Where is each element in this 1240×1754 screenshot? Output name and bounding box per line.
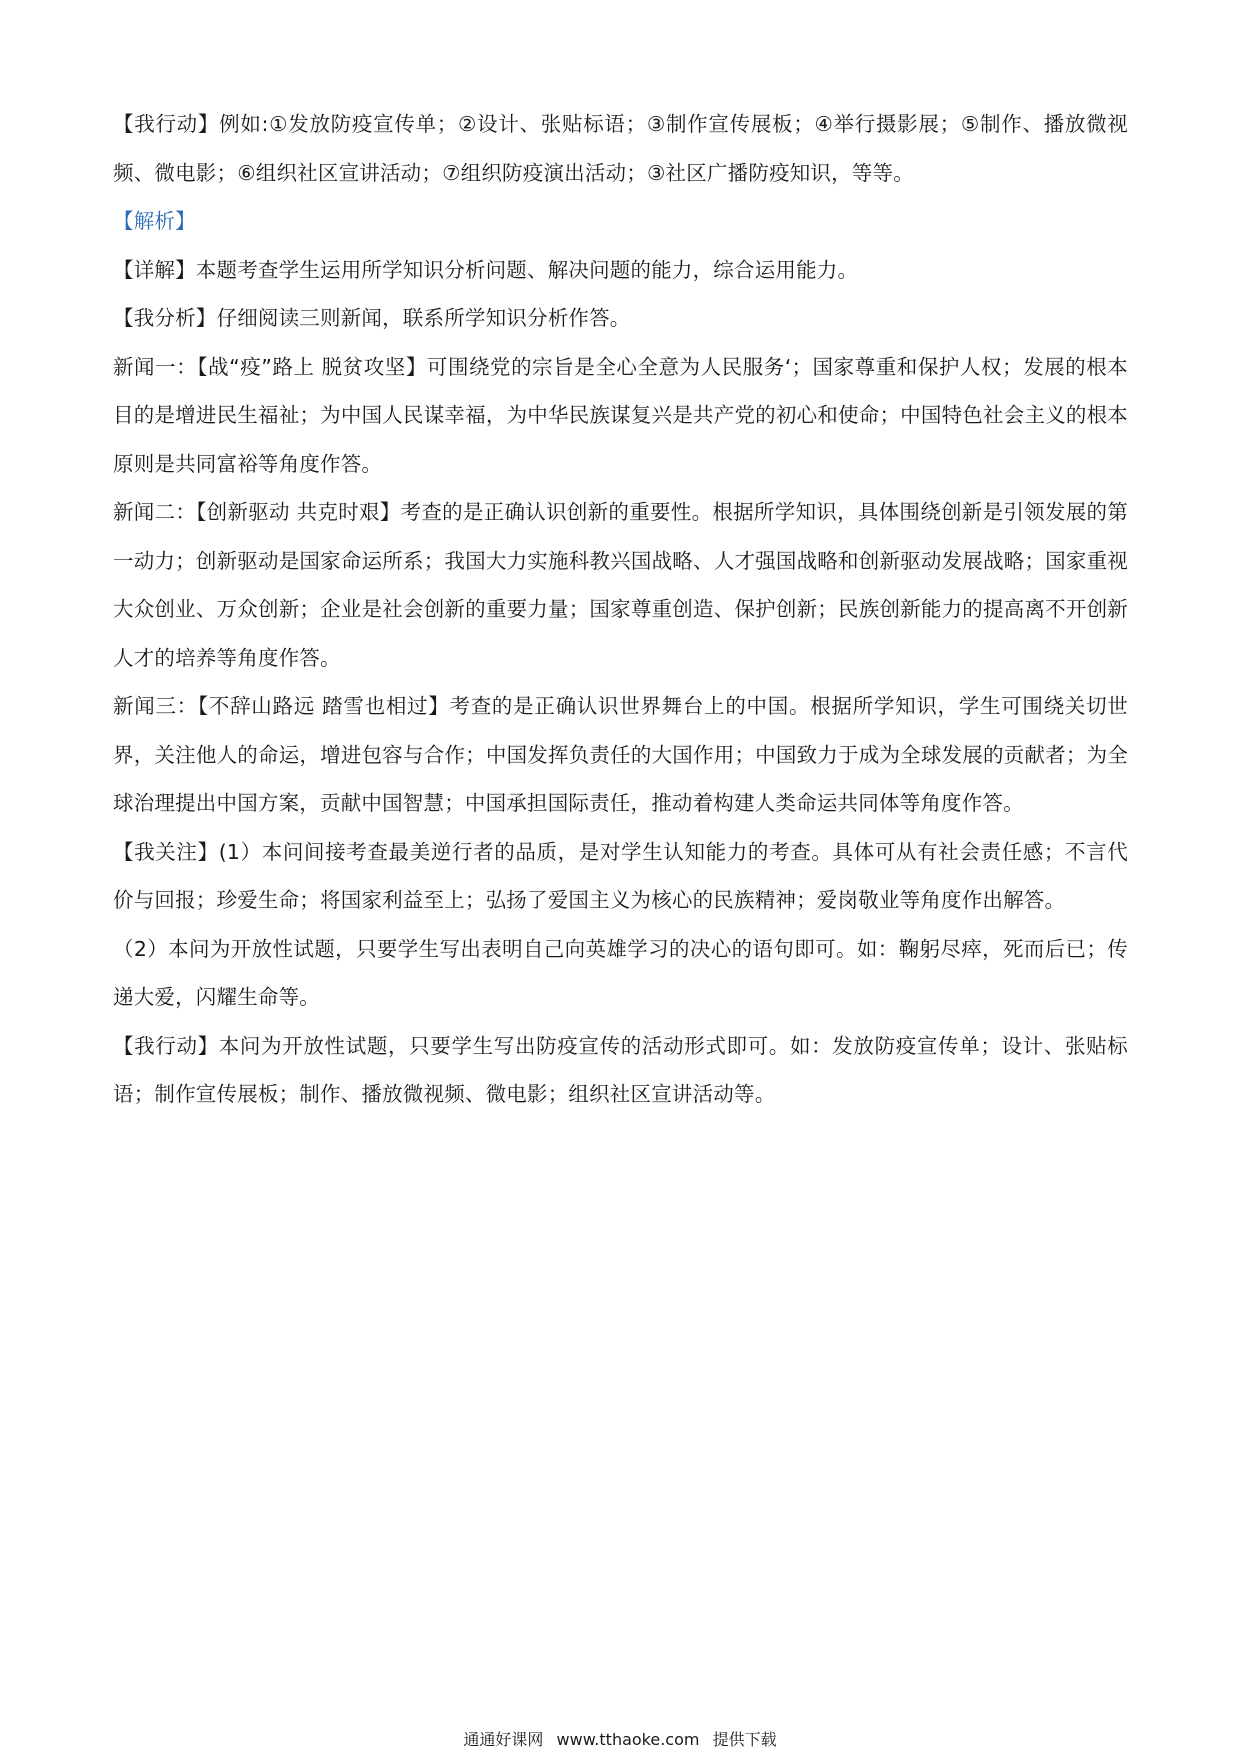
page-footer bbox=[0, 1730, 1240, 1750]
my-analysis-paragraph: 【我分析】仔细阅读三则新闻，联系所学知识分析作答。 bbox=[113, 306, 631, 330]
detail-paragraph: 【详解】本题考查学生运用所学知识分析问题、解决问题的能力，综合运用能力。 bbox=[113, 257, 859, 282]
news-two-paragraph: 新闻二：【创新驱动 共克时艰】考查的是正确认识创新的重要性。根据所学知识，具体围绕创新是引领发展的第一动力；创新驱动是国家命运所系；我国大力实施科教兴国战略、人才强国战略和创新驱动发展战略；国家重视大众创业、万众创新；企业是社会创新的重要力量；国家尊重创造、保护创新；民族创新能力的提高离不开创新人才的培养等角度作答。 bbox=[113, 500, 1128, 670]
analysis-heading: 【解析】 bbox=[113, 209, 196, 233]
footer-site-name: 通通好课网 bbox=[463, 1730, 544, 1749]
document-body bbox=[113, 100, 1128, 1119]
footer-url: www.tthaoke.com bbox=[556, 1730, 700, 1749]
my-action-explanation-paragraph: 【我行动】本问为开放性试题，只要学生写出防疫宣传的活动形式即可。如：发放防疫宣传单；设计、张贴标语；制作宣传展板；制作、播放微视频、微电影；组织社区宣讲活动等。 bbox=[113, 1033, 1128, 1106]
my-focus-paragraph: 【我关注】(1）本问间接考查最美逆行者的品质，是对学生认知能力的考查。具体可从有社会责任感；不言代价与回报；珍爱生命；将国家利益至上；弘扬了爱国主义为核心的民族精神；爱岗敬业等角度作出解答。 bbox=[113, 839, 1128, 912]
footer-suffix: 提供下载 bbox=[712, 1730, 777, 1749]
answer-action-paragraph: 【我行动】例如:①发放防疫宣传单；②设计、张贴标语；③制作宣传展板；④举行摄影展；⑤制作、播放微视频、微电影；⑥组织社区宣讲活动；⑦组织防疫演出活动；③社区广播防疫知识，等等。 bbox=[113, 112, 1128, 185]
news-one-paragraph: 新闻一：【战“疫”路上 脱贫攻坚】可围绕党的宗旨是全心全意为人民服务‘；国家尊重和保护人权；发展的根本目的是增进民生福祉；为中国人民谋幸福，为中华民族谋复兴是共产党的初心和使命；中国特色社会主义的根本原则是共同富裕等角度作答。 bbox=[113, 354, 1128, 476]
news-three-paragraph: 新闻三：【不辞山路远 踏雪也相过】考查的是正确认识世界舞台上的中国。根据所学知识，学生可围绕关切世界，关注他人的命运，增进包容与合作；中国发挥负责任的大国作用；中国致力于成为全球发展的贡献者；为全球治理提出中国方案，贡献中国智慧；中国承担国际责任，推动着构建人类命运共同体等角度作答。 bbox=[113, 694, 1128, 815]
my-focus-part-two-paragraph: （2）本问为开放性试题，只要学生写出表明自己向英雄学习的决心的语句即可。如：鞠躬尽瘁，死而后已；传递大爱，闪耀生命等。 bbox=[113, 936, 1128, 1009]
